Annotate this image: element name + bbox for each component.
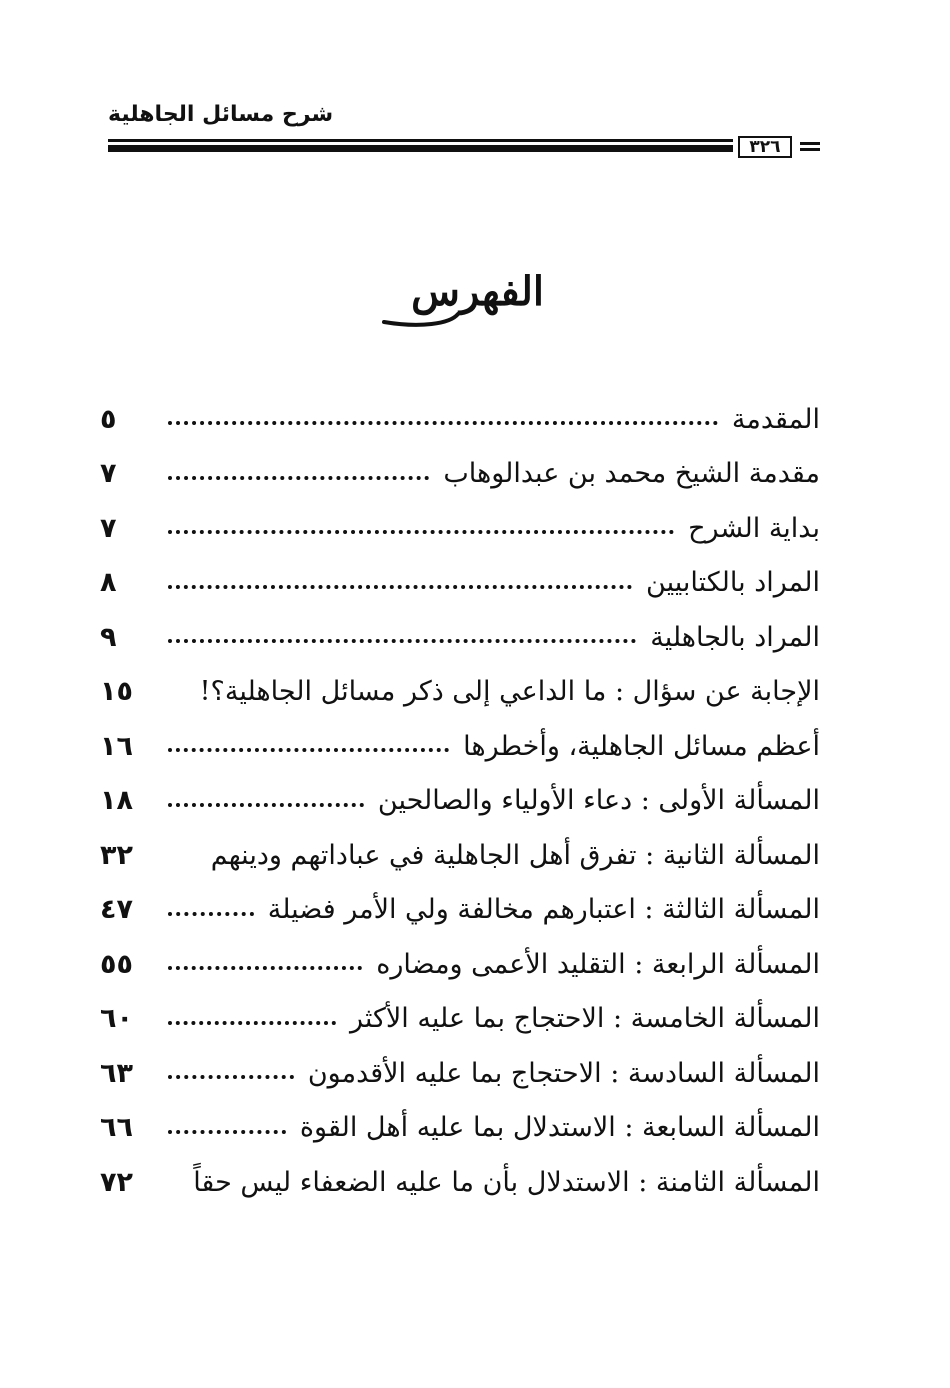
toc-entry-page: ٧٢ bbox=[100, 1166, 133, 1198]
toc-entry-title: مقدمة الشيخ محمد بن عبدالوهاب bbox=[443, 458, 820, 490]
toc-dot-leader bbox=[168, 565, 632, 589]
toc-entry-page: ٦٦ bbox=[100, 1112, 133, 1144]
toc-entry bbox=[100, 937, 820, 992]
toc-entry-title: المراد بالجاهلية bbox=[650, 621, 820, 653]
header-rule-end-bottom bbox=[800, 148, 820, 151]
toc-entry-title: المسألة الأولى : دعاء الأولياء والصالحين bbox=[377, 785, 820, 817]
toc-entry bbox=[100, 883, 820, 938]
toc-dot-leader bbox=[168, 1001, 336, 1025]
toc-dot-leader bbox=[168, 783, 364, 807]
toc-entry bbox=[100, 1046, 820, 1101]
toc-dot-leader bbox=[168, 510, 674, 534]
toc-entry bbox=[100, 610, 820, 665]
toc-entry-page: ١٨ bbox=[100, 785, 133, 817]
toc-entry bbox=[100, 665, 820, 720]
toc-entry bbox=[100, 1155, 820, 1210]
toc-entry bbox=[100, 1101, 820, 1156]
toc-entry-page: ٦٣ bbox=[100, 1057, 133, 1089]
toc-entry-page: ١٥ bbox=[100, 676, 133, 708]
toc-entry bbox=[100, 774, 820, 829]
toc-dot-leader bbox=[168, 619, 636, 643]
toc-entry bbox=[100, 719, 820, 774]
header-rule-thin bbox=[108, 139, 733, 142]
index-title: الفهرس bbox=[411, 268, 544, 315]
toc-entry-title: المسألة الثانية : تفرق أهل الجاهلية في عباداتهم ودينهم bbox=[210, 839, 820, 871]
toc-dot-leader bbox=[168, 892, 254, 916]
toc-dot-leader bbox=[168, 1166, 179, 1186]
toc-entry-title: المسألة السادسة : الاحتجاج بما عليه الأقدمون bbox=[307, 1057, 820, 1089]
toc-entry-title: المسألة الخامسة : الاحتجاج بما عليه الأكثر bbox=[350, 1003, 820, 1035]
toc-entry-title: المسألة الرابعة : التقليد الأعمى ومضاره bbox=[376, 948, 820, 980]
toc-entry-page: ٩ bbox=[100, 621, 117, 653]
page-number-box: ٣٢٦ bbox=[738, 136, 792, 158]
header-rule-end-top bbox=[800, 142, 820, 145]
toc-entry-page: ١٦ bbox=[100, 730, 133, 762]
toc-entry bbox=[100, 501, 820, 556]
toc-dot-leader bbox=[168, 456, 429, 480]
toc-entry-title: أعظم مسائل الجاهلية، وأخطرها bbox=[463, 730, 820, 762]
toc-entry-page: ٨ bbox=[100, 567, 117, 599]
header-rule bbox=[108, 136, 820, 160]
toc-entry bbox=[100, 447, 820, 502]
table-of-contents bbox=[100, 392, 820, 1210]
toc-entry-title: الإجابة عن سؤال : ما الداعي إلى ذكر مسائل الجاهلية؟! bbox=[199, 676, 820, 708]
toc-entry-title: المسألة الثامنة : الاستدلال بأن ما عليه الضعفاء ليس حقاً bbox=[193, 1166, 820, 1198]
toc-dot-leader bbox=[168, 946, 362, 970]
running-header-title: شرح مسائل الجاهلية bbox=[108, 102, 334, 127]
toc-entry-page: ٥٥ bbox=[100, 948, 133, 980]
toc-entry bbox=[100, 992, 820, 1047]
toc-dot-leader bbox=[168, 839, 197, 859]
toc-entry-page: ٧ bbox=[100, 512, 117, 544]
toc-dot-leader bbox=[168, 401, 718, 425]
index-title-block bbox=[380, 268, 550, 338]
header-rule-thick bbox=[108, 145, 733, 152]
title-swash-ornament bbox=[380, 308, 460, 330]
toc-entry bbox=[100, 392, 820, 447]
toc-dot-leader bbox=[168, 1110, 286, 1134]
toc-entry-title: المقدمة bbox=[731, 403, 820, 435]
toc-entry bbox=[100, 556, 820, 611]
toc-entry-title: المسألة الثالثة : اعتبارهم مخالفة ولي الأمر فضيلة bbox=[267, 894, 820, 926]
toc-entry-title: بداية الشرح bbox=[688, 512, 820, 544]
toc-entry bbox=[100, 828, 820, 883]
toc-dot-leader bbox=[168, 1055, 294, 1079]
toc-entry-page: ٧ bbox=[100, 458, 117, 490]
toc-entry-title: المراد بالكتابيين bbox=[646, 567, 820, 599]
toc-entry-page: ٤٧ bbox=[100, 894, 133, 926]
toc-entry-title: المسألة السابعة : الاستدلال بما عليه أهل القوة bbox=[299, 1112, 820, 1144]
toc-dot-leader bbox=[168, 728, 449, 752]
toc-dot-leader bbox=[168, 676, 186, 696]
toc-entry-page: ٣٢ bbox=[100, 839, 133, 871]
toc-entry-page: ٥ bbox=[100, 403, 117, 435]
toc-entry-page: ٦٠ bbox=[100, 1003, 133, 1035]
